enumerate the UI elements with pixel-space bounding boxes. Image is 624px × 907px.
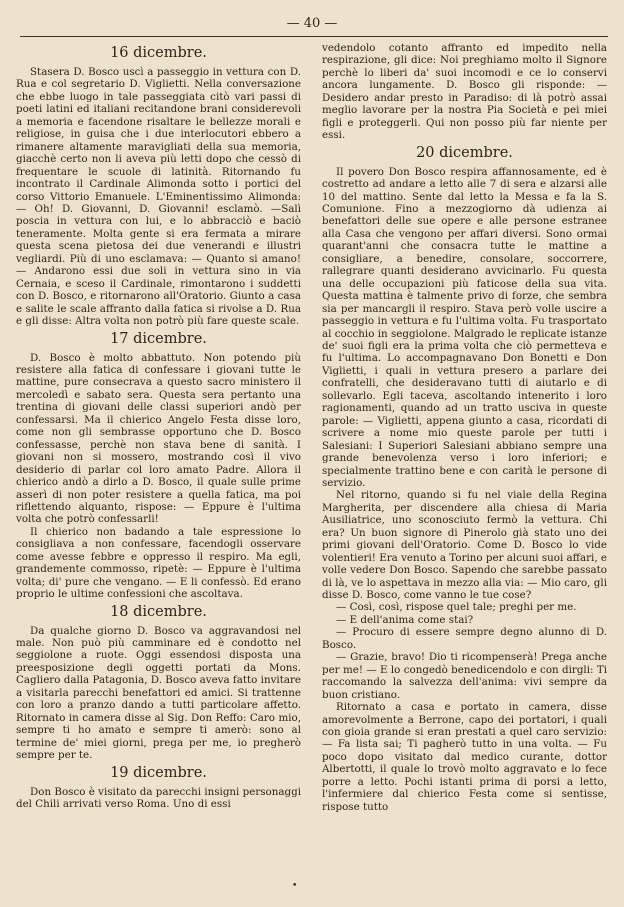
- date-heading: 18 dicembre.: [110, 603, 207, 620]
- body-paragraph: Da qualche giorno D. Bosco va aggravandosi nel male. Non può più camminare ed è condotto nel seggiolone a ruote. Oggi essendosi disposta una preesposizione degli oggetti portati da Mons. Cagliero dalla Patagonia, D. Bosco aveva fatto invitare a visitarla parecchi benefattori ed amici. Si trattenne con loro a pranzo dando a tutti particolare affetto. Ritornato in camera disse al Sig. Don Reffo: Caro mio, sempre ti ho amato e sempre ti amerò: sono al termine de' miei giorni, prega per me, io pregherò sempre per te.: [16, 624, 301, 762]
- body-paragraph: Stasera D. Bosco uscì a passeggio in vettura con D. Rua e col segretario D. Viglietti. Nella conversazione che ebbe luogo in tale passeggiata citò vari passi di poeti latini ed italiani recitandone brani considerevoli a memoria e facendone risaltare le bellezze morali e religiose, in guisa che i due interlocutori ebbero a rimanere altamente maravigliati della sua memoria, giacchè certo non li aveva più letti dopo che cessò di frequentare le scuole di latinità. Ritornando fu incontrato il Cardinale Alimonda sotto i portici del corso Vittorio Emanuele. L'Eminentissimo Alimonda: — Oh! D. Giovanni, D. Giovanni! esclamò. —Salì poscia in vettura con lui, e lo abbracciò e baciò teneramente. Molta gente si era fermata a mirare questa scena pietosa dei due venerandi e illustri vegliardi. Più di uno esclamava: — Quanto si amano! — Andarono essi due soli in vettura sino in via Cernaia, e sceso il Cardinale, rimontarono i suddetti con D. Bosco, e ritornarono all'Oratorio. Giunto a casa e salite le scale affranto dalla fatica si rivolse a D. Rua e gli disse: Altra volta non potrò più fare queste scale.: [16, 66, 301, 328]
- body-paragraph: — Così, così, rispose quel tale; preghi per me.: [336, 601, 577, 614]
- body-paragraph: Don Bosco è visitato da parecchi insigni personaggi del Chili arrivati verso Roma. Uno di essi: [16, 785, 301, 811]
- body-paragraph: D. Bosco è molto abbattuto. Non potendo più resistere alla fatica di confessare i giovani tutte le mattine, pure consecrava a questo sacro ministero il mercoledì e sabato sera. Questa sera pertanto una trentina di giovani delle classi superiori andò per confessarsi. Ma il chierico Angelo Festa disse loro, come non gli sembrasse opportuno che D. Bosco confessasse, perchè non stava bene di sanità. I giovani non si mossero, mostrando così il vivo desiderio di parlar col loro amato Padre. Allora il chierico andò a dirlo a D. Bosco, il quale sulle prime asserì di non poter resistere a quella fatica, ma poi riflettendo alquanto, rispose: — Eppure è l'ultima volta che potrò confessarli!: [16, 351, 301, 526]
- date-heading: 19 dicembre.: [110, 764, 207, 781]
- body-paragraph: Ritornato a casa e portato in camera, disse amorevolmente a Berrone, capo dei portatori, i quali con gioia grande si eran prestati a quel caro servizio: — Fa lista sai; Ti pagherò tutto in una volta. — Fu poco dopo visitato dal medico curante, dottor Albertotti, il quale lo trovò molto aggravato e lo fece porre a letto. Pochi istanti prima di porsi a letto, l'infermiere dal chierico Festa come si sentisse, rispose tutto: [322, 701, 607, 813]
- page-number: — 40 —: [286, 16, 338, 31]
- body-paragraph: Il chierico non badando a tale espressione lo consigliava a non confessare, facendogli osservare come avesse febbre e oppresso il respiro. Ma egli, grandemente commosso, ripetè: — Eppure è l'ultima volta; di' pure che vengano. — E li confessò. Ed erano proprio le ultime confessioni che ascoltava.: [16, 525, 301, 601]
- body-paragraph: — Procuro di essere sempre degno alunno di D. Bosco.: [322, 626, 607, 651]
- date-heading: 17 dicembre.: [110, 330, 207, 347]
- right-column: [322, 42, 607, 897]
- date-heading: 20 dicembre.: [416, 144, 513, 161]
- body-paragraph: — E dell'anima come stai?: [336, 613, 474, 626]
- continued-paragraph: vedendolo cotanto affranto ed impedito nella respirazione, gli dice: Noi preghiamo molto il Signore perchè lo liberi da' suoi incomodi e ce lo conservi ancora lungamente. D. Bosco gli risponde: — Desidero andar presto in Paradiso: di là potrò assai meglio lavorare per la nostra Pia Società e pei miei figli e proteggerli. Qui non posso più far niente per essi.: [322, 42, 607, 142]
- body-paragraph: Nel ritorno, quando si fu nel viale della Regina Margherita, per discendere alla chiesa di Maria Ausiliatrice, uno sconosciuto fermò la vettura. Chi era? Un buon signore di Pinerolo già stato uno dei primi giovani dell'Oratorio. Come D. Bosco lo vide volentieri! Era venuto a Torino per alcuni suoi affari, e volle vedere Don Bosco. Sapendo che sarebbe passato di là, ve lo aspettava in mezzo alla via: — Mio caro, gli disse D. Bosco, come vanno le tue cose?: [322, 489, 607, 602]
- body-paragraph: Il povero Don Bosco respira affannosamente, ed è costretto ad andare a letto alle 7 di sera e alzarsi alle 10 del mattino. Sente dal letto la Messa e fa la S. Comunione. Fino a mezzogiorno dà udienza ai benefattori delle sue opere e alle persone estranee alla Casa che vengono per affari diversi. Sono ormai quarant'anni che consacra tutte le mattine a consigliare, a benedire, consolare, soccorrere, rallegrare quanti desiderano avvicinarlo. Fu questa una delle occupazioni più faticose della sua vita. Questa mattina è talmente privo di forze, che sembra sia per mancargli il respiro. Stava però volle uscire a passeggio in vettura e fu l'ultima volta. Fu trasportato al cocchio in seggiolone. Malgrado le replicate istanze de' suoi figli era la prima volta che ciò permetteva e fu l'ultima. Lo accompagnavano Don Bonetti e Don Viglietti, i quali in vettura presero a parlare dei confratelli, che desideravano tutti di aiutarlo e di sollevarlo. Egli taceva, ascoltando intenerito i loro ragionamenti, quando ad un tratto usciva in queste parole: — Viglietti, appena giunto a casa, ricordati di scrivere a nome mio queste parole per tutti i Salesiani: I Superiori Salesiani abbiano sempre una grande benevolenza verso i loro inferiori; e specialmente trattino bene e con carità le persone di servizio.: [322, 165, 607, 489]
- date-heading: 16 dicembre.: [110, 45, 207, 61]
- bottom-mark: •: [292, 881, 298, 891]
- header-rule: [20, 36, 608, 37]
- left-column: [16, 42, 301, 897]
- body-paragraph: — Grazie, bravo! Dio ti ricompenserà! Prega anche per me! — E lo congedò benedicendolo e con dirgli: Ti raccomando la salvezza dell'anima: vivi sempre da buon cristiano.: [322, 651, 607, 701]
